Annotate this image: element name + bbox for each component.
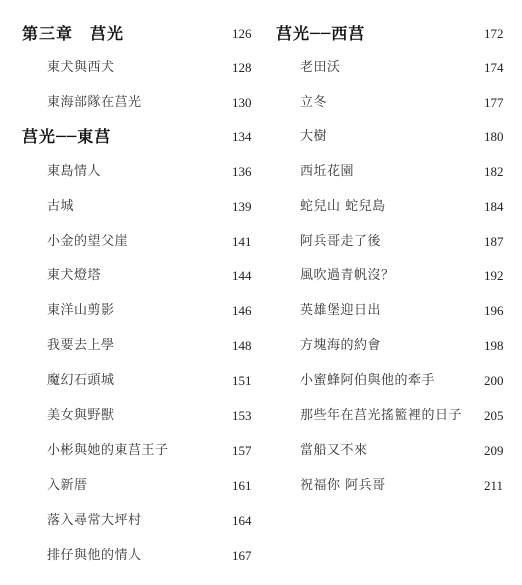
toc-page-number: 126 <box>232 26 252 41</box>
toc-entry-title: 古城 <box>47 199 75 214</box>
toc-page-number: 161 <box>232 478 252 493</box>
toc-entry-title: 西坵花園 <box>300 164 355 179</box>
toc-entry-title: 東犬燈塔 <box>47 268 102 283</box>
toc-page-number: 182 <box>484 164 504 179</box>
toc-page-number: 153 <box>232 408 252 423</box>
toc-page-number: 130 <box>232 95 252 110</box>
toc-entry-title: 祝福你 阿兵哥 <box>300 478 386 493</box>
toc-entry-title: 英雄堡迎日出 <box>300 303 382 318</box>
toc-page-number: 200 <box>484 373 504 388</box>
toc-page-number: 151 <box>232 373 252 388</box>
toc-page-number: 187 <box>484 234 504 249</box>
toc-entry-title: 魔幻石頭城 <box>47 373 115 388</box>
toc-entry-title: 大樹 <box>300 129 328 144</box>
toc-page-number: 180 <box>484 129 504 144</box>
toc-page-number: 134 <box>232 129 252 144</box>
toc-section-heading: 第三章 莒光 <box>22 24 125 43</box>
toc-page-number: 157 <box>232 443 252 458</box>
toc-page-number: 174 <box>484 60 504 75</box>
toc-entry-title: 東犬與西犬 <box>47 60 115 75</box>
toc-page-number: 167 <box>232 548 252 563</box>
toc-entry-title: 當船又不來 <box>300 443 368 458</box>
toc-entry-title: 我要去上學 <box>47 338 115 353</box>
toc-page-number: 136 <box>232 164 252 179</box>
toc-page-number: 148 <box>232 338 252 353</box>
toc-section-heading: 莒光──西莒 <box>276 24 366 43</box>
toc-entry-title: 小蜜蜂阿伯與他的牽手 <box>300 373 436 388</box>
toc-entry-title: 立冬 <box>300 95 328 110</box>
toc-section-heading: 莒光──東莒 <box>22 127 112 146</box>
toc-entry-title: 入新厝 <box>47 478 88 493</box>
toc-entry-title: 排仔與他的情人 <box>47 548 142 563</box>
toc-entry-title: 阿兵哥走了後 <box>300 234 382 249</box>
toc-entry-title: 東島情人 <box>47 164 102 179</box>
toc-entry-title: 老田沃 <box>300 60 341 75</box>
toc-entry-title: 東海部隊在莒光 <box>47 95 142 110</box>
toc-page-number: 209 <box>484 443 504 458</box>
toc-entry-title: 東洋山剪影 <box>47 303 115 318</box>
toc-page-number: 205 <box>484 408 504 423</box>
toc-page-number: 177 <box>484 95 504 110</box>
toc-entry-title: 落入尋常大坪村 <box>47 513 142 528</box>
toc-page-number: 198 <box>484 338 504 353</box>
toc-entry-title: 方塊海的約會 <box>300 338 382 353</box>
toc-page-number: 184 <box>484 199 504 214</box>
toc-entry-title: 小金的望父崖 <box>47 234 129 249</box>
toc-entry-title: 蛇兒山 蛇兒島 <box>300 199 386 214</box>
toc-entry-title: 美女與野獸 <box>47 408 115 423</box>
toc-page-number: 192 <box>484 268 504 283</box>
toc-page-number: 196 <box>484 303 504 318</box>
toc-page-number: 172 <box>484 26 504 41</box>
toc-page-number: 164 <box>232 513 252 528</box>
toc-entry-title: 風吹過青帆沒？ <box>300 268 395 283</box>
toc-page-number: 144 <box>232 268 252 283</box>
toc-page-number: 141 <box>232 234 252 249</box>
toc-entry-title: 小彬與她的東莒王子 <box>47 443 169 458</box>
toc-page-number: 128 <box>232 60 252 75</box>
toc-entry-title: 那些年在莒光搖籃裡的日子 <box>300 408 463 423</box>
toc-page-number: 146 <box>232 303 252 318</box>
toc-page-number: 139 <box>232 199 252 214</box>
toc-page-number: 211 <box>484 478 504 493</box>
